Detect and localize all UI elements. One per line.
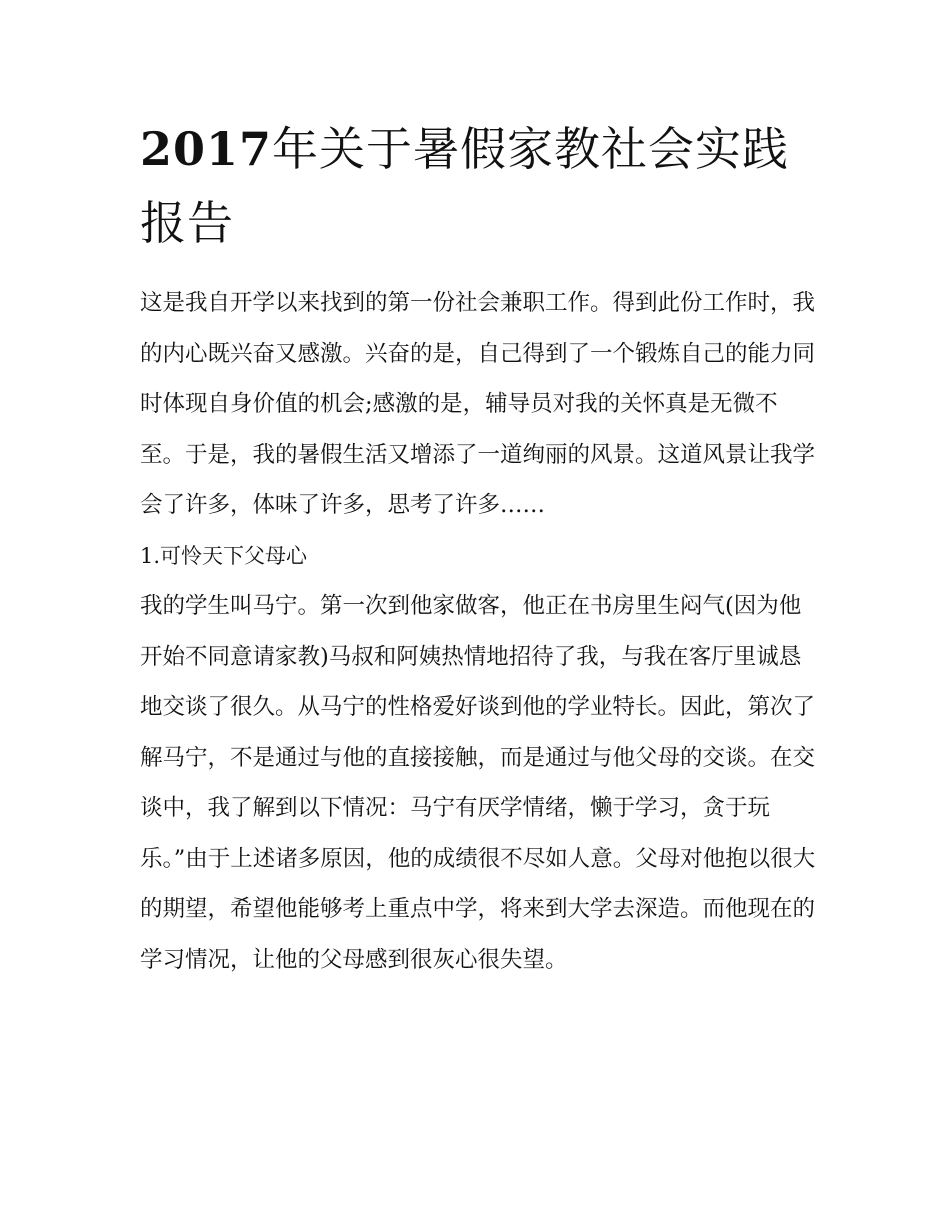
document-page (140, 112, 820, 985)
intro-paragraph: 这是我自开学以来找到的第一份社会兼职工作。得到此份工作时，我的内心既兴奋又感激。兴奋的是，自己得到了一个锻炼自己的能力同时体现自身价值的机会;感激的是，辅导员对我的关怀真是无微不至。于是，我的暑假生活又增添了一道绚丽的风景。这道风景让我学会了许多，体味了许多，思考了许多…… (140, 290, 816, 518)
body-paragraph: 我的学生叫马宁。第一次到他家做客，他正在书房里生闷气(因为他开始不同意请家教)马叔和阿姨热情地招待了我，与我在客厅里诚恳地交谈了很久。从马宁的性格爱好谈到他的学业特长。因此，第次了解马宁，不是通过与他的直接接触，而是通过与他父母的交谈。在交谈中，我了解到以下情况：马宁有厌学情绪，懒于学习，贪于玩乐。”由于上述诸多原因，他的成绩很不尽如人意。父母对他抱以很大的期望，希望他能够考上重点中学，将来到大学去深造。而他现在的学习情况，让他的父母感到很灰心很失望。 (140, 593, 816, 973)
title-year: 2017 (140, 122, 273, 176)
document-title (140, 112, 820, 260)
title-text: 年关于暑假家教社会实践报告 (140, 122, 790, 250)
section-heading: 1.可怜天下父母心 (140, 543, 308, 568)
